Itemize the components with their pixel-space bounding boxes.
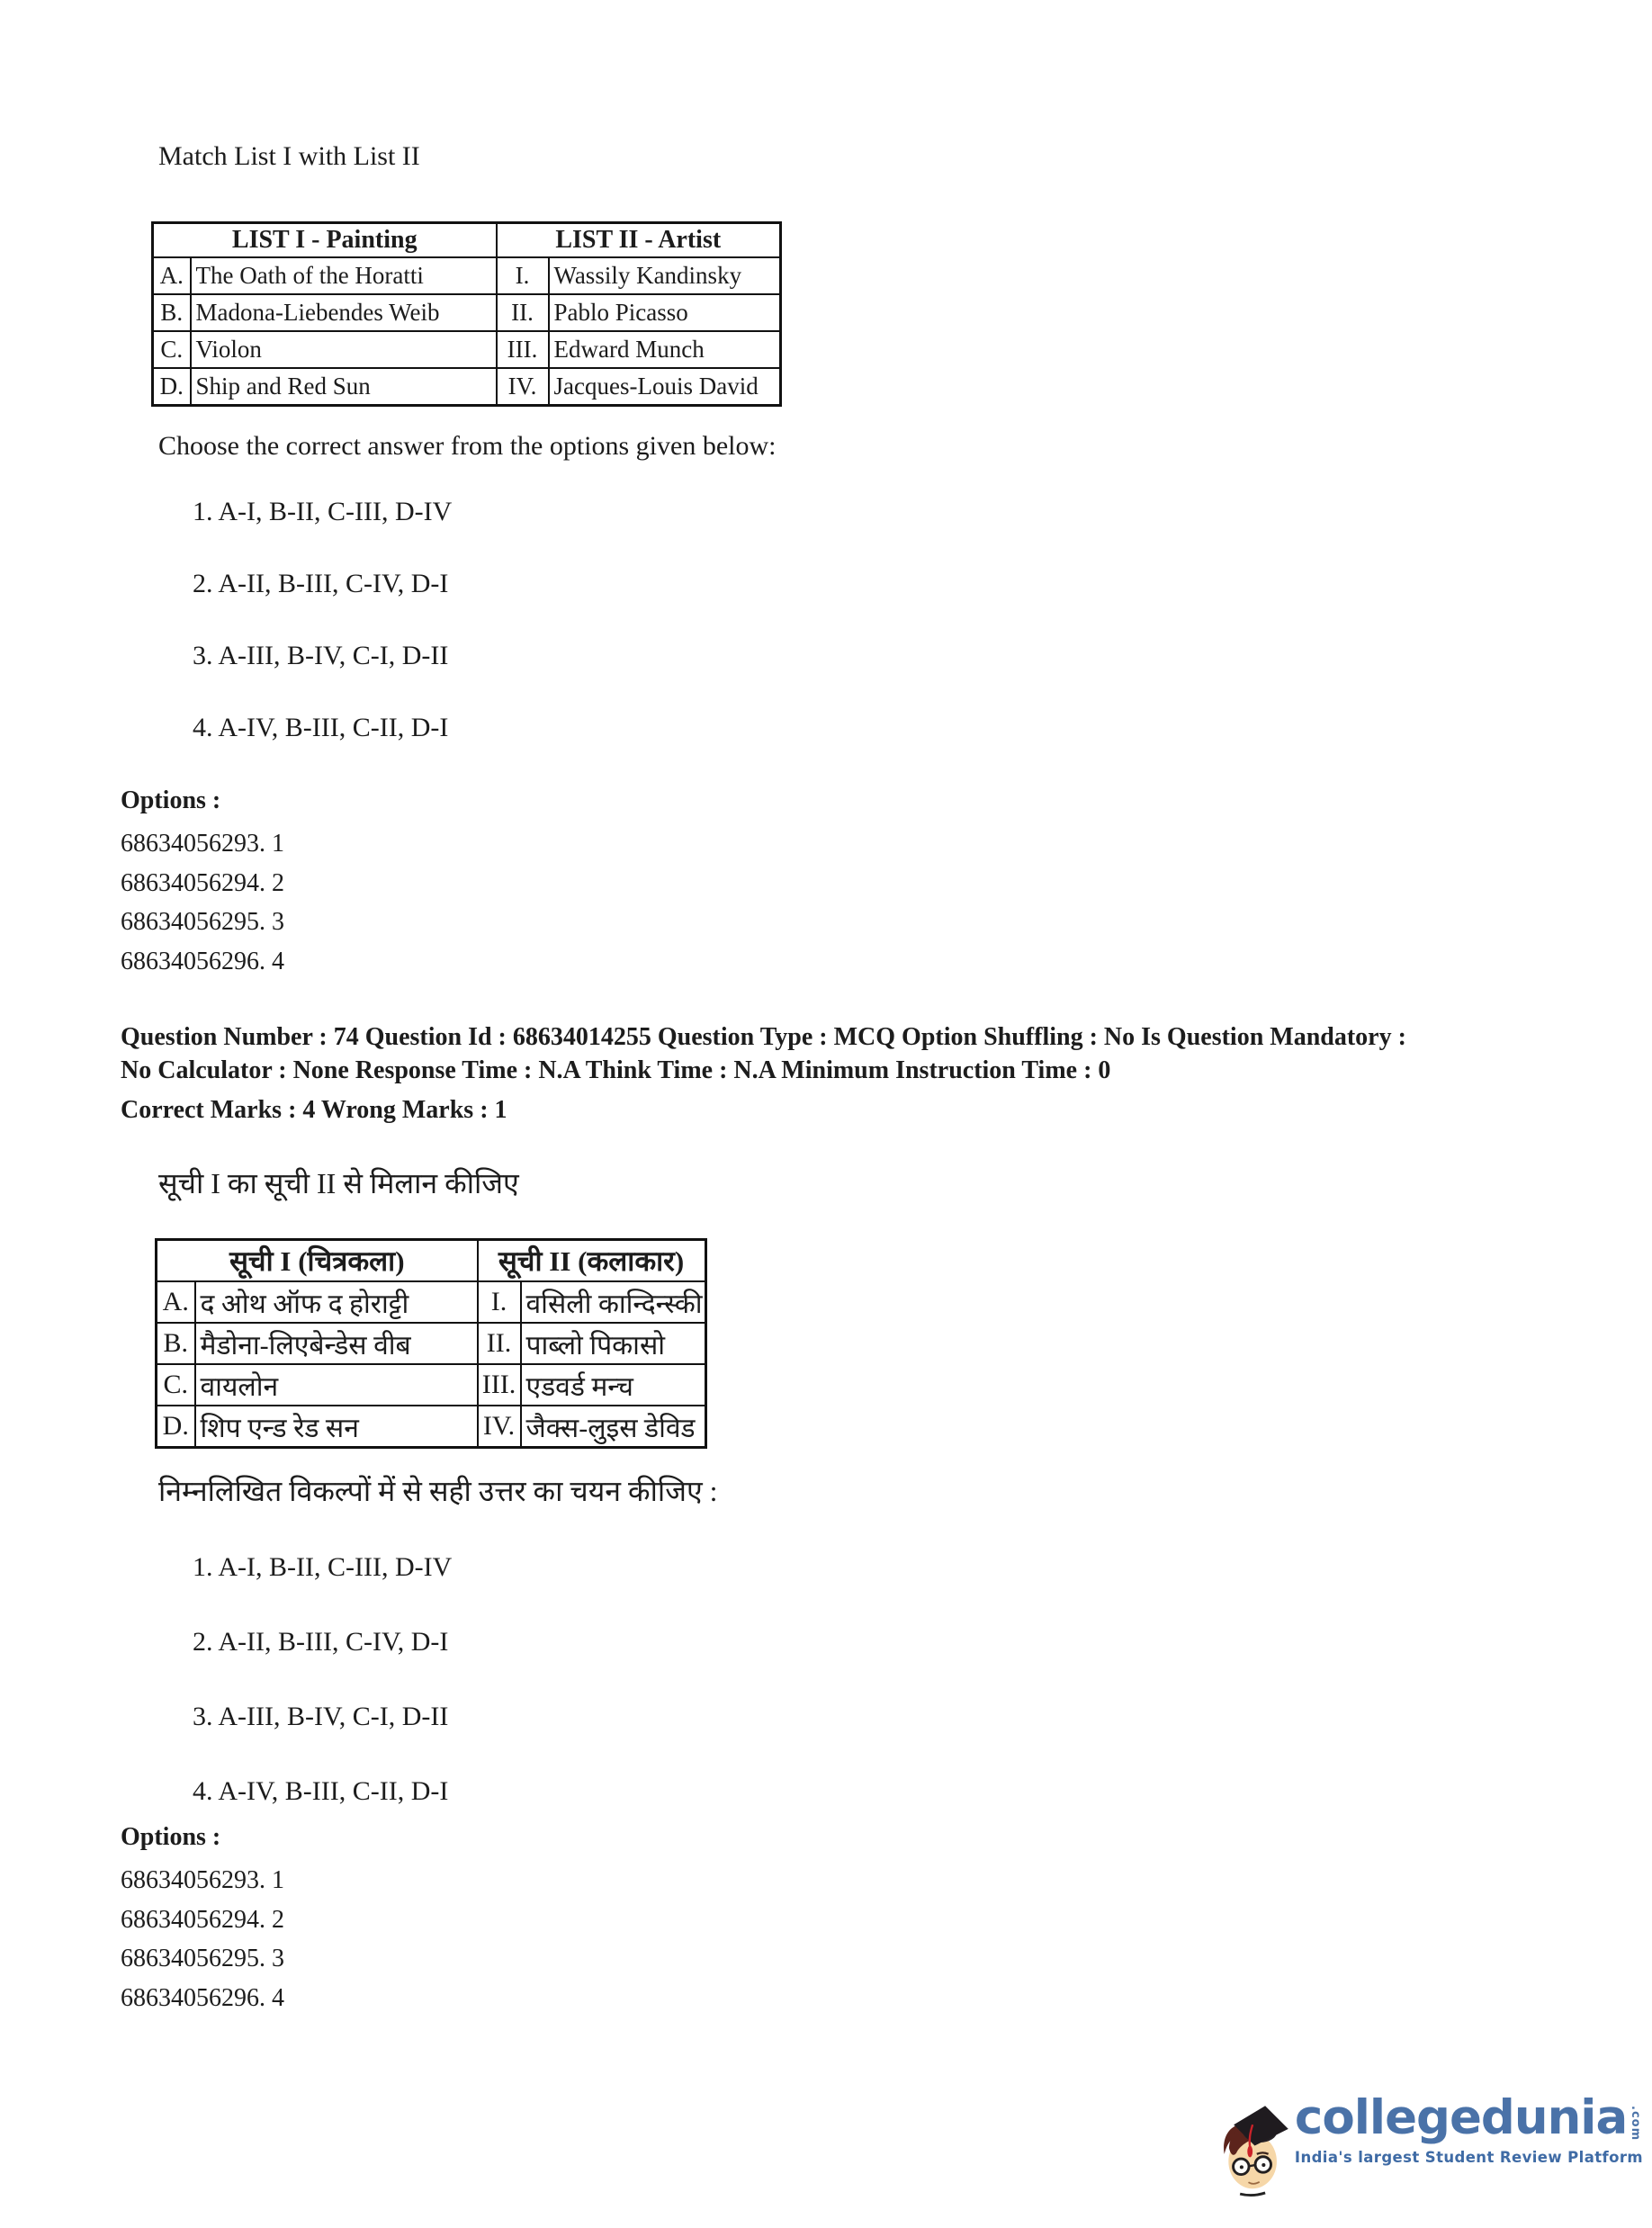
cell-painting: द ओथ ऑफ द होराट्टी — [195, 1281, 478, 1323]
table-row — [157, 1281, 706, 1323]
collegedunia-mascot-icon — [1220, 2070, 1289, 2228]
answer-option: 3. A-III, B-IV, C-I, D-II — [193, 1702, 449, 1731]
cell-roman: I. — [497, 257, 549, 294]
cell-letter: A. — [157, 1281, 195, 1323]
option-id: 68634056293. 1 — [121, 830, 284, 858]
option-id: 68634056295. 3 — [121, 1945, 284, 1972]
cell-letter: B. — [153, 294, 191, 331]
question-text-en: Match List I with List II — [158, 141, 420, 171]
cell-artist: जैक्स-लुइस डेविड — [521, 1406, 706, 1448]
collegedunia-brand-text: collegedunia — [1294, 2090, 1628, 2145]
answer-option: 2. A-II, B-III, C-IV, D-I — [193, 569, 449, 598]
collegedunia-logo — [1220, 2070, 1643, 2228]
collegedunia-domain-text: .com — [1629, 2106, 1643, 2142]
options-label: Options : — [121, 1823, 221, 1851]
cell-painting: Violon — [191, 331, 497, 368]
option-id: 68634056295. 3 — [121, 908, 284, 936]
table-row — [157, 1364, 706, 1406]
match-table-en — [151, 221, 782, 407]
table-row — [153, 294, 781, 331]
answer-option: 4. A-IV, B-III, C-II, D-I — [193, 713, 449, 742]
cell-artist: एडवर्ड मन्च — [521, 1364, 706, 1406]
table-header-list1-hi: सूची I (चित्रकला) — [157, 1240, 478, 1282]
cell-painting: शिप एन्ड रेड सन — [195, 1406, 478, 1448]
table-row — [157, 1323, 706, 1364]
option-id: 68634056296. 4 — [121, 1983, 284, 2012]
cell-painting: The Oath of the Horatti — [191, 257, 497, 294]
option-id-list — [121, 1861, 284, 2017]
table-header-list2-hi: सूची II (कलाकार) — [478, 1240, 706, 1282]
cell-artist: वसिली कान्दिन्स्की — [521, 1281, 706, 1323]
metadata-marks: Correct Marks : 4 Wrong Marks : 1 — [121, 1096, 507, 1124]
answer-option: 1. A-I, B-II, C-III, D-IV — [193, 1552, 453, 1582]
cell-roman: IV. — [478, 1406, 521, 1448]
option-id: 68634056293. 1 — [121, 1866, 284, 1894]
table-header-row-en — [153, 223, 781, 258]
match-table-hi — [155, 1238, 707, 1449]
cell-painting: Ship and Red Sun — [191, 368, 497, 406]
cell-letter: D. — [153, 368, 191, 406]
metadata-line2: No Calculator : None Response Time : N.A Think Time : N.A Minimum Instruction Time : 0 — [121, 1056, 1111, 1084]
option-id: 68634056294. 2 — [121, 868, 284, 897]
cell-roman: IV. — [497, 368, 549, 406]
choose-instruction-hi: निम्नलिखित विकल्पों में से सही उत्तर का चयन कीजिए : — [158, 1475, 718, 1507]
cell-roman: I. — [478, 1281, 521, 1323]
cell-roman: III. — [497, 331, 549, 368]
cell-roman: III. — [478, 1364, 521, 1406]
question-text-hi: सूची I का सूची II से मिलान कीजिए — [158, 1167, 519, 1199]
cell-painting: Madona-Liebendes Weib — [191, 294, 497, 331]
cell-roman: II. — [497, 294, 549, 331]
choose-instruction-en: Choose the correct answer from the options given below: — [158, 431, 777, 461]
option-id: 68634056294. 2 — [121, 1905, 284, 1934]
cell-letter: B. — [157, 1323, 195, 1364]
cell-artist: Jacques-Louis David — [549, 368, 781, 406]
table-header-list1-en: LIST I - Painting — [153, 223, 497, 258]
option-id: 68634056296. 4 — [121, 947, 284, 975]
cell-roman: II. — [478, 1323, 521, 1364]
cell-letter: A. — [153, 257, 191, 294]
metadata-line1: Question Number : 74 Question Id : 68634014255 Question Type : MCQ Option Shuffling : No Is Question Mandatory : — [121, 1023, 1406, 1051]
cell-artist: Pablo Picasso — [549, 294, 781, 331]
table-row — [157, 1406, 706, 1448]
options-label: Options : — [121, 786, 221, 814]
cell-artist: पाब्लो पिकासो — [521, 1323, 706, 1364]
table-row — [153, 331, 781, 368]
answer-option: 3. A-III, B-IV, C-I, D-II — [193, 641, 449, 670]
table-row — [153, 368, 781, 406]
cell-letter: C. — [157, 1364, 195, 1406]
cell-artist: Wassily Kandinsky — [549, 257, 781, 294]
option-id-list — [121, 824, 284, 981]
answer-option: 4. A-IV, B-III, C-II, D-I — [193, 1776, 449, 1806]
collegedunia-tagline: India's largest Student Review Platform — [1294, 2149, 1643, 2166]
cell-painting: मैडोना-लिएबेन्डेस वीब — [195, 1323, 478, 1364]
cell-letter: C. — [153, 331, 191, 368]
question-metadata — [121, 1020, 1406, 1127]
cell-artist: Edward Munch — [549, 331, 781, 368]
table-header-row-hi — [157, 1240, 706, 1282]
answer-option: 1. A-I, B-II, C-III, D-IV — [193, 497, 453, 526]
cell-letter: D. — [157, 1406, 195, 1448]
cell-painting: वायलोन — [195, 1364, 478, 1406]
table-header-list2-en: LIST II - Artist — [497, 223, 781, 258]
answer-option: 2. A-II, B-III, C-IV, D-I — [193, 1627, 449, 1657]
answer-options-hi — [193, 1551, 452, 1850]
table-row — [153, 257, 781, 294]
answer-options-en — [193, 497, 452, 785]
